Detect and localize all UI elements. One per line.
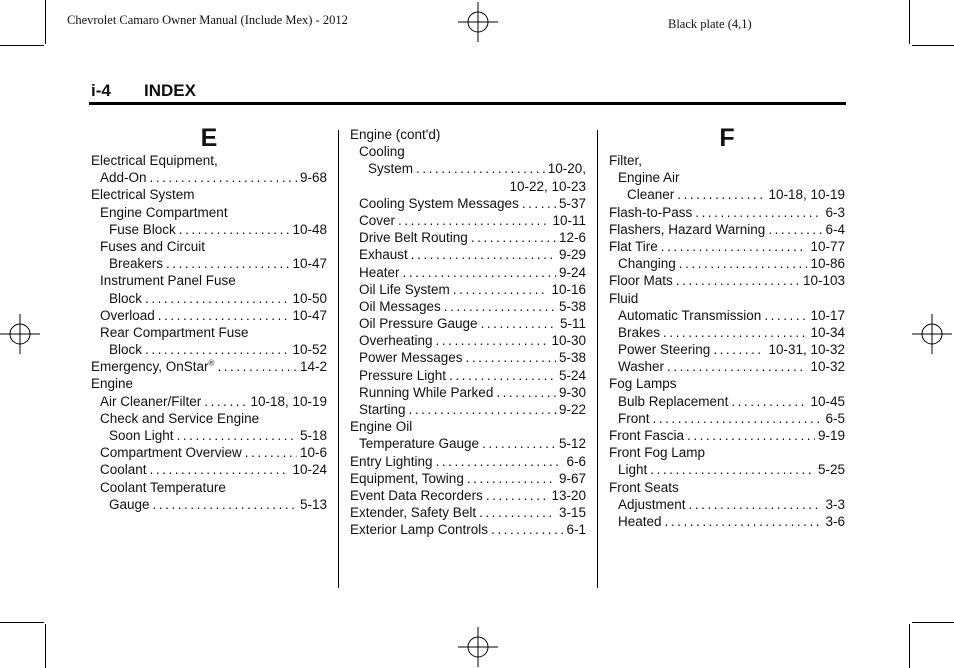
page-reference: 9-22 — [558, 402, 586, 417]
page-reference: 5-37 — [558, 195, 586, 211]
dot-leader — [166, 255, 289, 272]
dot-leader — [245, 444, 297, 461]
index-entry — [350, 160, 586, 177]
index-entry — [350, 470, 586, 487]
page-reference: 9-19 — [817, 428, 845, 443]
page-reference: 10-47 — [292, 256, 327, 272]
page-reference: 6-4 — [825, 221, 845, 237]
dot-leader — [695, 204, 822, 221]
index-entry — [609, 255, 845, 272]
index-entry — [91, 152, 327, 169]
page-reference: 10-24 — [292, 462, 327, 478]
page-reference: 5-18 — [299, 428, 327, 443]
dot-leader — [496, 384, 556, 401]
dot-leader — [409, 401, 556, 418]
entry-term: Adjustment — [618, 496, 686, 512]
page-reference: 5-24 — [558, 367, 586, 383]
page-reference: 10-6 — [299, 445, 327, 461]
page-reference: 3-6 — [825, 513, 845, 529]
page-reference: 5-38 — [558, 350, 586, 366]
page-reference: 10-31, 10-32 — [768, 342, 845, 358]
page-reference: 10-18, 10-19 — [250, 393, 327, 409]
page-reference: 10-50 — [292, 290, 327, 306]
entry-term: Coolant Temperature — [100, 479, 226, 495]
dot-leader — [650, 461, 815, 478]
dot-leader — [687, 427, 815, 444]
entry-term: Floor Mats — [609, 273, 673, 289]
dot-leader — [416, 160, 545, 177]
registration-mark-icon — [458, 2, 498, 42]
index-entry — [91, 324, 327, 341]
dot-leader — [482, 435, 556, 452]
page-reference: 6-5 — [825, 410, 845, 426]
index-entry — [609, 444, 845, 461]
page-reference: 12-6 — [558, 230, 586, 246]
entry-term: Fuses and Circuit — [100, 238, 206, 254]
dot-leader — [467, 470, 556, 487]
entry-term: Electrical Equipment, — [91, 153, 218, 168]
dot-leader — [665, 513, 823, 530]
entry-term: Brakes — [618, 324, 661, 340]
index-entry — [609, 324, 845, 341]
index-entry — [350, 384, 586, 401]
crop-mark — [45, 624, 46, 668]
index-entry — [350, 264, 586, 281]
dot-leader — [403, 264, 556, 281]
page-reference: 6-3 — [825, 204, 845, 220]
entry-term: Fluid — [609, 290, 639, 306]
page-reference: 10-34 — [810, 324, 845, 340]
index-entry — [91, 307, 327, 324]
index-entry — [350, 315, 586, 332]
dot-leader — [486, 487, 549, 504]
crop-mark — [909, 0, 910, 44]
index-column-e — [91, 124, 327, 513]
index-entry — [91, 186, 327, 203]
index-entry — [350, 435, 586, 452]
entry-term: Oil Messages — [359, 298, 441, 314]
entry-term: Automatic Transmission — [618, 307, 762, 323]
dot-leader — [398, 212, 549, 229]
dot-leader — [522, 195, 556, 212]
entry-term: Oil Pressure Gauge — [359, 316, 478, 332]
index-entry — [350, 126, 586, 143]
dot-leader — [449, 367, 556, 384]
entry-term: Electrical System — [91, 187, 195, 203]
entry-term: Instrument Panel Fuse — [100, 273, 236, 289]
page-reference: 9-68 — [299, 170, 327, 186]
index-entry — [91, 204, 327, 221]
entry-term: Engine Air — [618, 170, 680, 186]
page-reference: 10-30 — [551, 333, 586, 349]
index-entry — [350, 178, 586, 195]
index-entry — [609, 307, 845, 324]
entry-term: Air Cleaner/Filter — [100, 393, 202, 409]
entry-term: Washer — [618, 359, 665, 375]
page-reference: 10-11 — [552, 212, 586, 228]
index-entry — [91, 290, 327, 307]
plate-label: Black plate (4,1) — [668, 17, 752, 31]
registration-mark-icon — [458, 627, 498, 667]
entry-term: Extender, Safety Belt — [350, 505, 477, 521]
index-column-f — [609, 124, 845, 530]
index-entry — [609, 393, 845, 410]
index-entry — [91, 255, 327, 272]
entry-term: Exhaust — [359, 247, 408, 263]
entry-term: Soon Light — [109, 428, 174, 443]
index-entry — [350, 367, 586, 384]
dot-leader — [145, 290, 289, 307]
index-entry — [350, 349, 586, 366]
entry-term: Equipment, Towing — [350, 470, 464, 486]
entry-term: Engine Oil — [350, 419, 413, 435]
entry-term: Fuse Block — [109, 221, 176, 237]
dot-leader — [444, 298, 556, 315]
column-divider — [597, 130, 598, 588]
entry-term: Flashers, Hazard Warning — [609, 221, 766, 237]
index-entry — [91, 341, 327, 358]
index-entry — [91, 444, 327, 461]
page-reference: 10-48 — [292, 221, 327, 237]
crop-mark — [0, 622, 44, 623]
page-reference: 5-25 — [817, 462, 845, 478]
dot-leader — [764, 307, 807, 324]
index-entry — [350, 332, 586, 349]
dot-leader — [145, 341, 289, 358]
index-entry — [350, 401, 586, 418]
crop-mark — [909, 624, 910, 668]
index-entry — [609, 513, 845, 530]
dot-leader — [411, 246, 556, 263]
index-entry — [350, 195, 586, 212]
index-entry — [350, 504, 586, 521]
index-entry — [350, 453, 586, 470]
index-entry — [609, 272, 845, 289]
index-entry — [91, 496, 327, 513]
index-entry — [91, 427, 327, 444]
index-entry — [350, 281, 586, 298]
page-reference: 10-17 — [810, 307, 845, 323]
index-entry — [91, 461, 327, 478]
dot-leader — [768, 221, 822, 238]
dot-leader — [663, 324, 807, 341]
crop-mark — [912, 622, 954, 623]
entry-term: Add-On — [100, 170, 147, 186]
page-reference: 13-20 — [551, 487, 586, 503]
page-reference: 6-6 — [566, 453, 586, 469]
entry-term: Temperature Gauge — [359, 436, 480, 452]
entry-term: Emergency, OnStar® — [91, 358, 215, 375]
page-reference: 9-29 — [558, 247, 586, 263]
index-entry — [609, 238, 845, 255]
page-reference: 10-86 — [810, 256, 845, 272]
index-entry — [350, 418, 586, 435]
index-entry — [609, 358, 845, 375]
dot-leader — [471, 229, 556, 246]
entry-term: Engine — [91, 376, 134, 392]
entry-term: Event Data Recorders — [350, 487, 483, 503]
entry-term: Front Fascia — [609, 428, 685, 443]
index-entry — [350, 521, 586, 538]
entry-term: Rear Compartment Fuse — [100, 324, 249, 340]
entry-term: Running While Parked — [359, 384, 494, 400]
index-entry — [609, 479, 845, 496]
dot-leader — [676, 272, 800, 289]
index-entry — [350, 212, 586, 229]
index-entry — [609, 186, 845, 203]
entry-term: Coolant — [100, 462, 147, 478]
entry-term: Entry Lighting — [350, 453, 433, 469]
entry-term: Front Fog Lamp — [609, 445, 706, 461]
dot-leader — [217, 358, 297, 375]
page-reference: 5-38 — [558, 298, 586, 314]
page-reference: 10-103 — [802, 273, 845, 289]
registration-mark-icon — [912, 314, 952, 354]
dot-leader — [667, 358, 807, 375]
entry-term: Check and Service Engine — [100, 410, 260, 426]
crop-mark — [45, 0, 46, 44]
page-reference: 5-12 — [558, 436, 586, 452]
page-reference: 9-30 — [558, 384, 586, 400]
dot-leader — [150, 169, 297, 186]
dot-leader — [153, 496, 297, 513]
dot-leader — [204, 393, 247, 410]
dot-leader — [158, 307, 290, 324]
section-letter: E — [200, 124, 218, 152]
section-letter: F — [719, 124, 735, 152]
index-entry — [609, 461, 845, 478]
dot-leader — [150, 461, 290, 478]
entry-term: Filter, — [609, 153, 643, 168]
index-entry — [609, 341, 845, 358]
page-reference: 14-2 — [299, 359, 327, 375]
index-entry — [609, 427, 845, 444]
index-entry — [609, 410, 845, 427]
index-entry — [91, 375, 327, 392]
entry-term: Fog Lamps — [609, 376, 677, 392]
registered-mark: ® — [208, 358, 215, 368]
entry-term: Overheating — [359, 333, 433, 349]
entry-term: Power Steering — [618, 342, 711, 358]
entry-term: Front Seats — [609, 479, 679, 495]
page-reference: 3-15 — [558, 505, 586, 521]
index-entry — [91, 479, 327, 496]
entry-term: Compartment Overview — [100, 445, 242, 461]
index-entry — [91, 393, 327, 410]
dot-leader — [689, 496, 823, 513]
crop-mark — [0, 45, 44, 46]
entry-term: System — [368, 161, 414, 177]
index-entry — [350, 229, 586, 246]
entry-term: Oil Life System — [359, 281, 450, 297]
entry-term: Bulb Replacement — [618, 393, 729, 409]
page-reference: 10-22, 10-23 — [509, 178, 586, 194]
document-header: Chevrolet Camaro Owner Manual (Include Mex) - 2012 — [67, 13, 348, 27]
entry-term: Heater — [359, 264, 400, 280]
dot-leader — [481, 315, 557, 332]
index-column-e-continued — [350, 126, 586, 539]
index-entry — [350, 246, 586, 263]
dot-leader — [479, 504, 556, 521]
page-reference: 9-67 — [558, 470, 586, 486]
page-title: INDEX — [144, 81, 196, 100]
index-entry — [609, 290, 845, 307]
dot-leader — [177, 427, 297, 444]
page-reference: 3-3 — [825, 496, 845, 512]
page-reference: 10-45 — [810, 393, 845, 409]
page-reference: 9-24 — [558, 264, 586, 280]
index-entry — [350, 298, 586, 315]
entry-term: Engine Compartment — [100, 204, 228, 220]
index-entry — [91, 221, 327, 238]
index-entry — [91, 169, 327, 186]
page-reference: 10-20, — [547, 161, 586, 177]
dot-leader — [466, 349, 556, 366]
dot-leader — [453, 281, 549, 298]
page-reference: 5-13 — [299, 496, 327, 512]
index-entry — [350, 487, 586, 504]
dot-leader — [436, 332, 549, 349]
index-entry — [91, 238, 327, 255]
entry-term: Flash-to-Pass — [609, 204, 693, 220]
page-reference: 6-1 — [566, 522, 586, 538]
entry-term: Breakers — [109, 256, 164, 272]
entry-term: Cooling System Messages — [359, 195, 519, 211]
index-entry — [609, 221, 845, 238]
crop-mark — [912, 45, 954, 46]
index-entry — [609, 152, 845, 169]
registration-mark-icon — [0, 314, 40, 354]
index-entry — [609, 496, 845, 513]
page-reference: 10-18, 10-19 — [768, 187, 845, 203]
page-number: i-4 — [91, 81, 111, 100]
page-reference: 10-47 — [292, 307, 327, 323]
entry-term: Starting — [359, 402, 406, 417]
page-reference: 10-16 — [551, 281, 586, 297]
dot-leader — [436, 453, 564, 470]
dot-leader — [677, 186, 765, 203]
index-entry — [609, 375, 845, 392]
index-entry — [350, 143, 586, 160]
dot-leader — [179, 221, 290, 238]
column-divider — [338, 130, 339, 588]
page-reference: 10-52 — [292, 342, 327, 358]
page-reference: 5-11 — [559, 316, 586, 332]
entry-term: Front — [618, 410, 650, 426]
entry-term: Gauge — [109, 496, 150, 512]
dot-leader — [661, 238, 808, 255]
entry-term: Cooling — [359, 144, 405, 160]
dot-leader — [653, 410, 823, 427]
entry-term: Cover — [359, 212, 396, 228]
entry-term: Exterior Lamp Controls — [350, 522, 489, 538]
dot-leader — [731, 393, 807, 410]
page-reference: 10-32 — [810, 359, 845, 375]
dot-leader — [713, 341, 765, 358]
dot-leader — [491, 521, 563, 538]
entry-term: Block — [109, 290, 143, 306]
entry-term: Block — [109, 342, 143, 358]
entry-term: Cleaner — [627, 187, 675, 203]
entry-term: Heated — [618, 513, 662, 529]
entry-term: Engine (cont'd) — [350, 127, 441, 142]
index-entry — [91, 410, 327, 427]
header-rule — [89, 102, 846, 105]
index-entry — [609, 169, 845, 186]
entry-term: Changing — [618, 256, 676, 272]
index-entry — [91, 358, 327, 375]
entry-term: Drive Belt Routing — [359, 230, 468, 246]
index-entry — [91, 272, 327, 289]
entry-term: Pressure Light — [359, 367, 447, 383]
entry-term: Overload — [100, 307, 155, 323]
index-entry — [609, 204, 845, 221]
entry-term: Flat Tire — [609, 238, 658, 254]
entry-term: Power Messages — [359, 350, 463, 366]
page-reference: 10-77 — [810, 238, 845, 254]
dot-leader — [679, 255, 808, 272]
entry-term: Light — [618, 462, 648, 478]
